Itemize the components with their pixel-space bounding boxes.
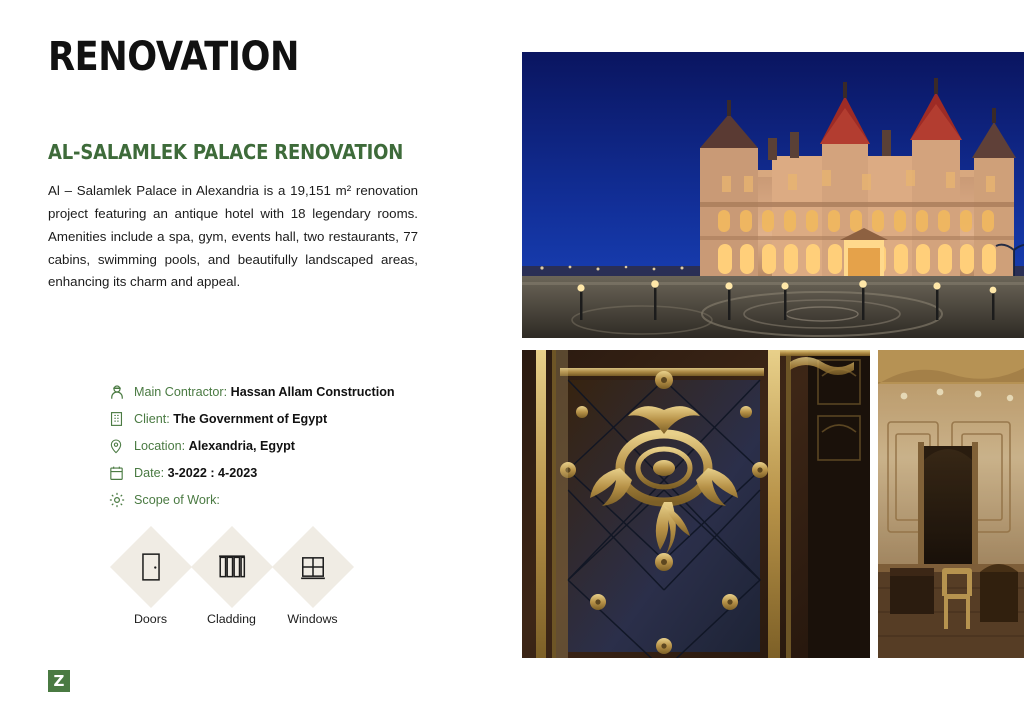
fact-text [134,466,257,480]
fact-value: Alexandria, Egypt [188,438,296,453]
location-pin-icon [108,434,134,458]
fact-value: Hassan Allam Construction [230,384,395,399]
company-logo: Z [48,670,70,692]
page-title: RENOVATION [48,34,300,80]
project-subtitle: AL-SALAMLEK PALACE RENOVATION [48,140,404,164]
cladding-icon [217,553,247,581]
diamond-backdrop [271,526,353,608]
scope-label: Doors [133,612,168,626]
gear-icon [108,488,134,512]
scope-label: Cladding [207,612,256,626]
window-icon [299,553,327,581]
scope-item-windows [272,538,353,626]
scope-item-cladding [191,538,272,626]
fact-row [108,432,488,459]
fact-text [134,493,220,507]
building-icon [108,407,134,431]
fact-row [108,378,488,405]
door-icon [138,552,164,582]
fact-value: 3-2022 : 4-2023 [167,465,258,480]
fact-value: The Government of Egypt [173,411,328,426]
fact-label: Main Contractor: [134,384,228,399]
fact-text [134,385,395,399]
fact-row [108,486,488,513]
fact-text [134,412,327,426]
contractor-icon [108,380,134,404]
fact-label: Client: [134,411,170,426]
fact-label: Scope of Work: [134,492,220,507]
palace-exterior-night-photo [522,52,1024,338]
palace-interior-photo [878,350,1024,658]
fact-row [108,459,488,486]
project-facts-list [108,378,488,513]
ornate-wooden-door-photo [522,350,870,658]
scope-label: Windows [287,612,338,626]
fact-label: Date: [134,465,165,480]
fact-text [134,439,295,453]
calendar-icon [108,461,134,485]
fact-label: Location: [134,438,186,453]
scope-item-doors [110,538,191,626]
left-content-column [48,36,488,294]
fact-row [108,405,488,432]
scope-of-work-icons [110,538,353,626]
project-description: Al – Salamlek Palace in Alexandria is a 19,151 m² renovation project featuring an antique hotel with 18 legendary rooms. Amenities include a spa, gym, events hall, two restaurants, 77 cabins, swimming pools, and beautifully landscaped areas, enhancing its charm and appeal. [48,183,418,290]
diamond-backdrop [190,526,272,608]
diamond-backdrop [109,526,191,608]
